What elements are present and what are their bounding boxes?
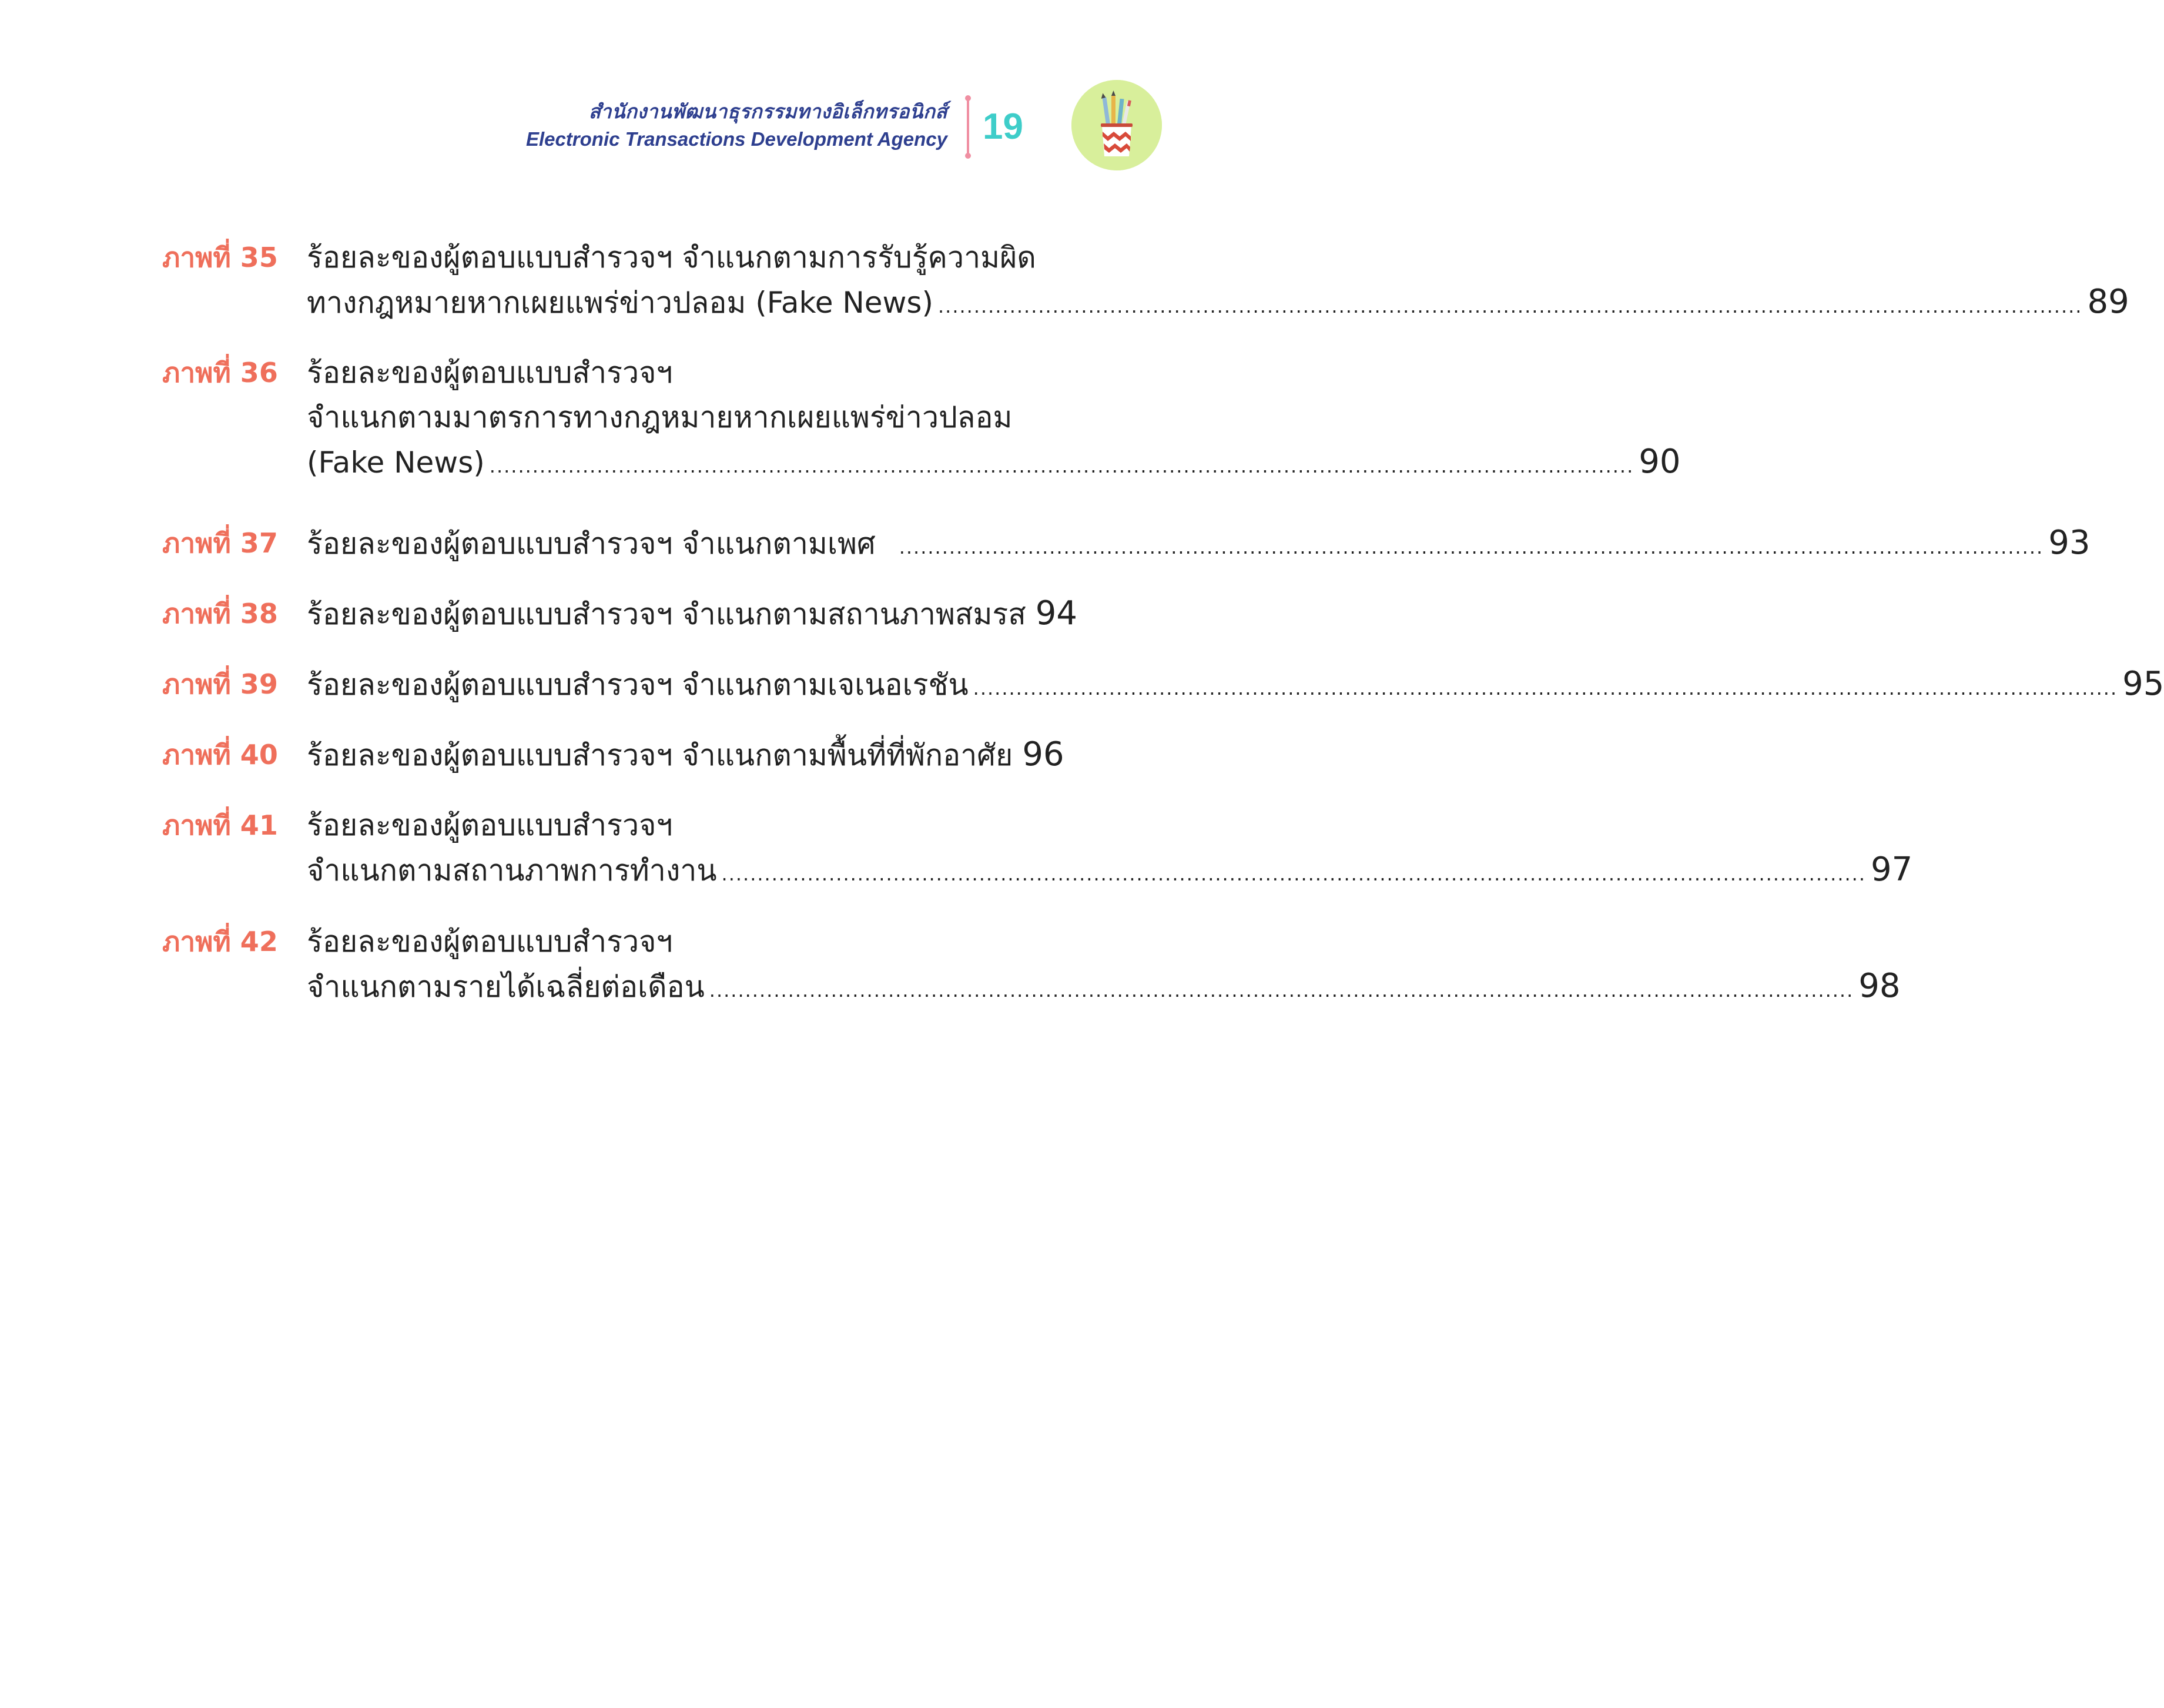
figure-label: ภาพที่ 36 xyxy=(162,357,278,389)
figure-title xyxy=(307,803,1913,892)
figure-title-last-line xyxy=(307,591,1078,636)
header-divider xyxy=(967,98,969,156)
figure-title-last-line xyxy=(307,732,1064,777)
figure-label: ภาพที่ 40 xyxy=(162,739,278,771)
page-reference: 97 xyxy=(1871,850,1913,889)
figure-title-last-line xyxy=(307,280,2129,324)
page-reference: 95 xyxy=(2122,665,2164,703)
page-reference: 98 xyxy=(1858,967,1901,1005)
dot-leader: ................................................................................................................................................................ xyxy=(709,979,1854,1002)
figure-title-text: จำแนกตามรายได้เฉลี่ยต่อเดือน xyxy=(307,970,705,1004)
figure-label: ภาพที่ 39 xyxy=(162,668,278,700)
dot-leader: ................................................................................................................................................................ xyxy=(937,295,2083,317)
figure-title-text: จำแนกตามสถานภาพการทำงาน xyxy=(307,853,717,888)
figure-label: ภาพที่ 37 xyxy=(162,527,278,559)
page-reference: 96 xyxy=(1022,735,1064,773)
figure-title-text: ร้อยละของผู้ตอบแบบสำรวจฯ จำแนกตามเจเนอเรชัน xyxy=(307,668,969,702)
figure-title xyxy=(307,591,1078,636)
dot-leader: ................................................................................................................................................................ xyxy=(973,677,2118,699)
figure-title-last-line xyxy=(307,848,1913,892)
figure-title-last-line xyxy=(307,521,2091,565)
figure-title-last-line xyxy=(307,440,1681,484)
dot-leader: ................................................................................................................................................................ xyxy=(899,536,2044,558)
page-reference: 93 xyxy=(2048,524,2091,562)
figure-title xyxy=(307,662,2164,706)
page-reference: 94 xyxy=(1035,594,1078,632)
figure-title-text: ร้อยละของผู้ตอบแบบสำรวจฯ จำแนกตามเพศ xyxy=(307,527,876,561)
dot-leader: ................................................................................................................................................................ xyxy=(489,455,1634,477)
agency-name xyxy=(526,98,947,153)
figure-title-line: จำแนกตามมาตรการทางกฎหมายหากเผยแพร่ข่าวปลอม xyxy=(307,400,1013,434)
page-number: 19 xyxy=(983,106,1023,147)
figure-title xyxy=(307,732,1064,777)
page-reference: 90 xyxy=(1639,443,1681,481)
pencil-cup-icon xyxy=(1071,80,1162,170)
page-header xyxy=(0,0,1204,188)
figure-title xyxy=(307,350,1681,484)
figure-title-text: ร้อยละของผู้ตอบแบบสำรวจฯ จำแนกตามพื้นที่ที่พักอาศัย xyxy=(307,738,1013,772)
figure-title-line: ร้อยละของผู้ตอบแบบสำรวจฯ xyxy=(307,356,673,390)
agency-name-thai: สำนักงานพัฒนาธุรกรรมทางอิเล็กทรอนิกส์ xyxy=(588,100,947,123)
figure-title-line: ร้อยละของผู้ตอบแบบสำรวจฯ xyxy=(307,925,673,959)
figure-title xyxy=(307,235,2129,324)
figure-title-line: ร้อยละของผู้ตอบแบบสำรวจฯ xyxy=(307,808,673,842)
agency-name-english: Electronic Transactions Development Agency xyxy=(525,128,947,150)
figure-title-text: ทางกฎหมายหากเผยแพร่ข่าวปลอม (Fake News) xyxy=(307,286,933,320)
page-reference: 89 xyxy=(2087,283,2129,321)
figure-label: ภาพที่ 38 xyxy=(162,598,278,629)
figure-title-text: ร้อยละของผู้ตอบแบบสำรวจฯ จำแนกตามสถานภาพสมรส xyxy=(307,597,1026,631)
figure-title-text: (Fake News) xyxy=(307,446,485,480)
figure-title xyxy=(307,919,1901,1009)
figure-title-last-line xyxy=(307,964,1901,1009)
figure-label: ภาพที่ 41 xyxy=(162,809,278,841)
figure-label: ภาพที่ 35 xyxy=(162,242,278,273)
figure-title-line: ร้อยละของผู้ตอบแบบสำรวจฯ จำแนกตามการรับรู้ความผิด xyxy=(307,240,1036,274)
figure-title xyxy=(307,521,2091,565)
figure-label: ภาพที่ 42 xyxy=(162,926,278,957)
figure-title-last-line xyxy=(307,662,2164,706)
dot-leader: ................................................................................................................................................................ xyxy=(721,863,1867,885)
